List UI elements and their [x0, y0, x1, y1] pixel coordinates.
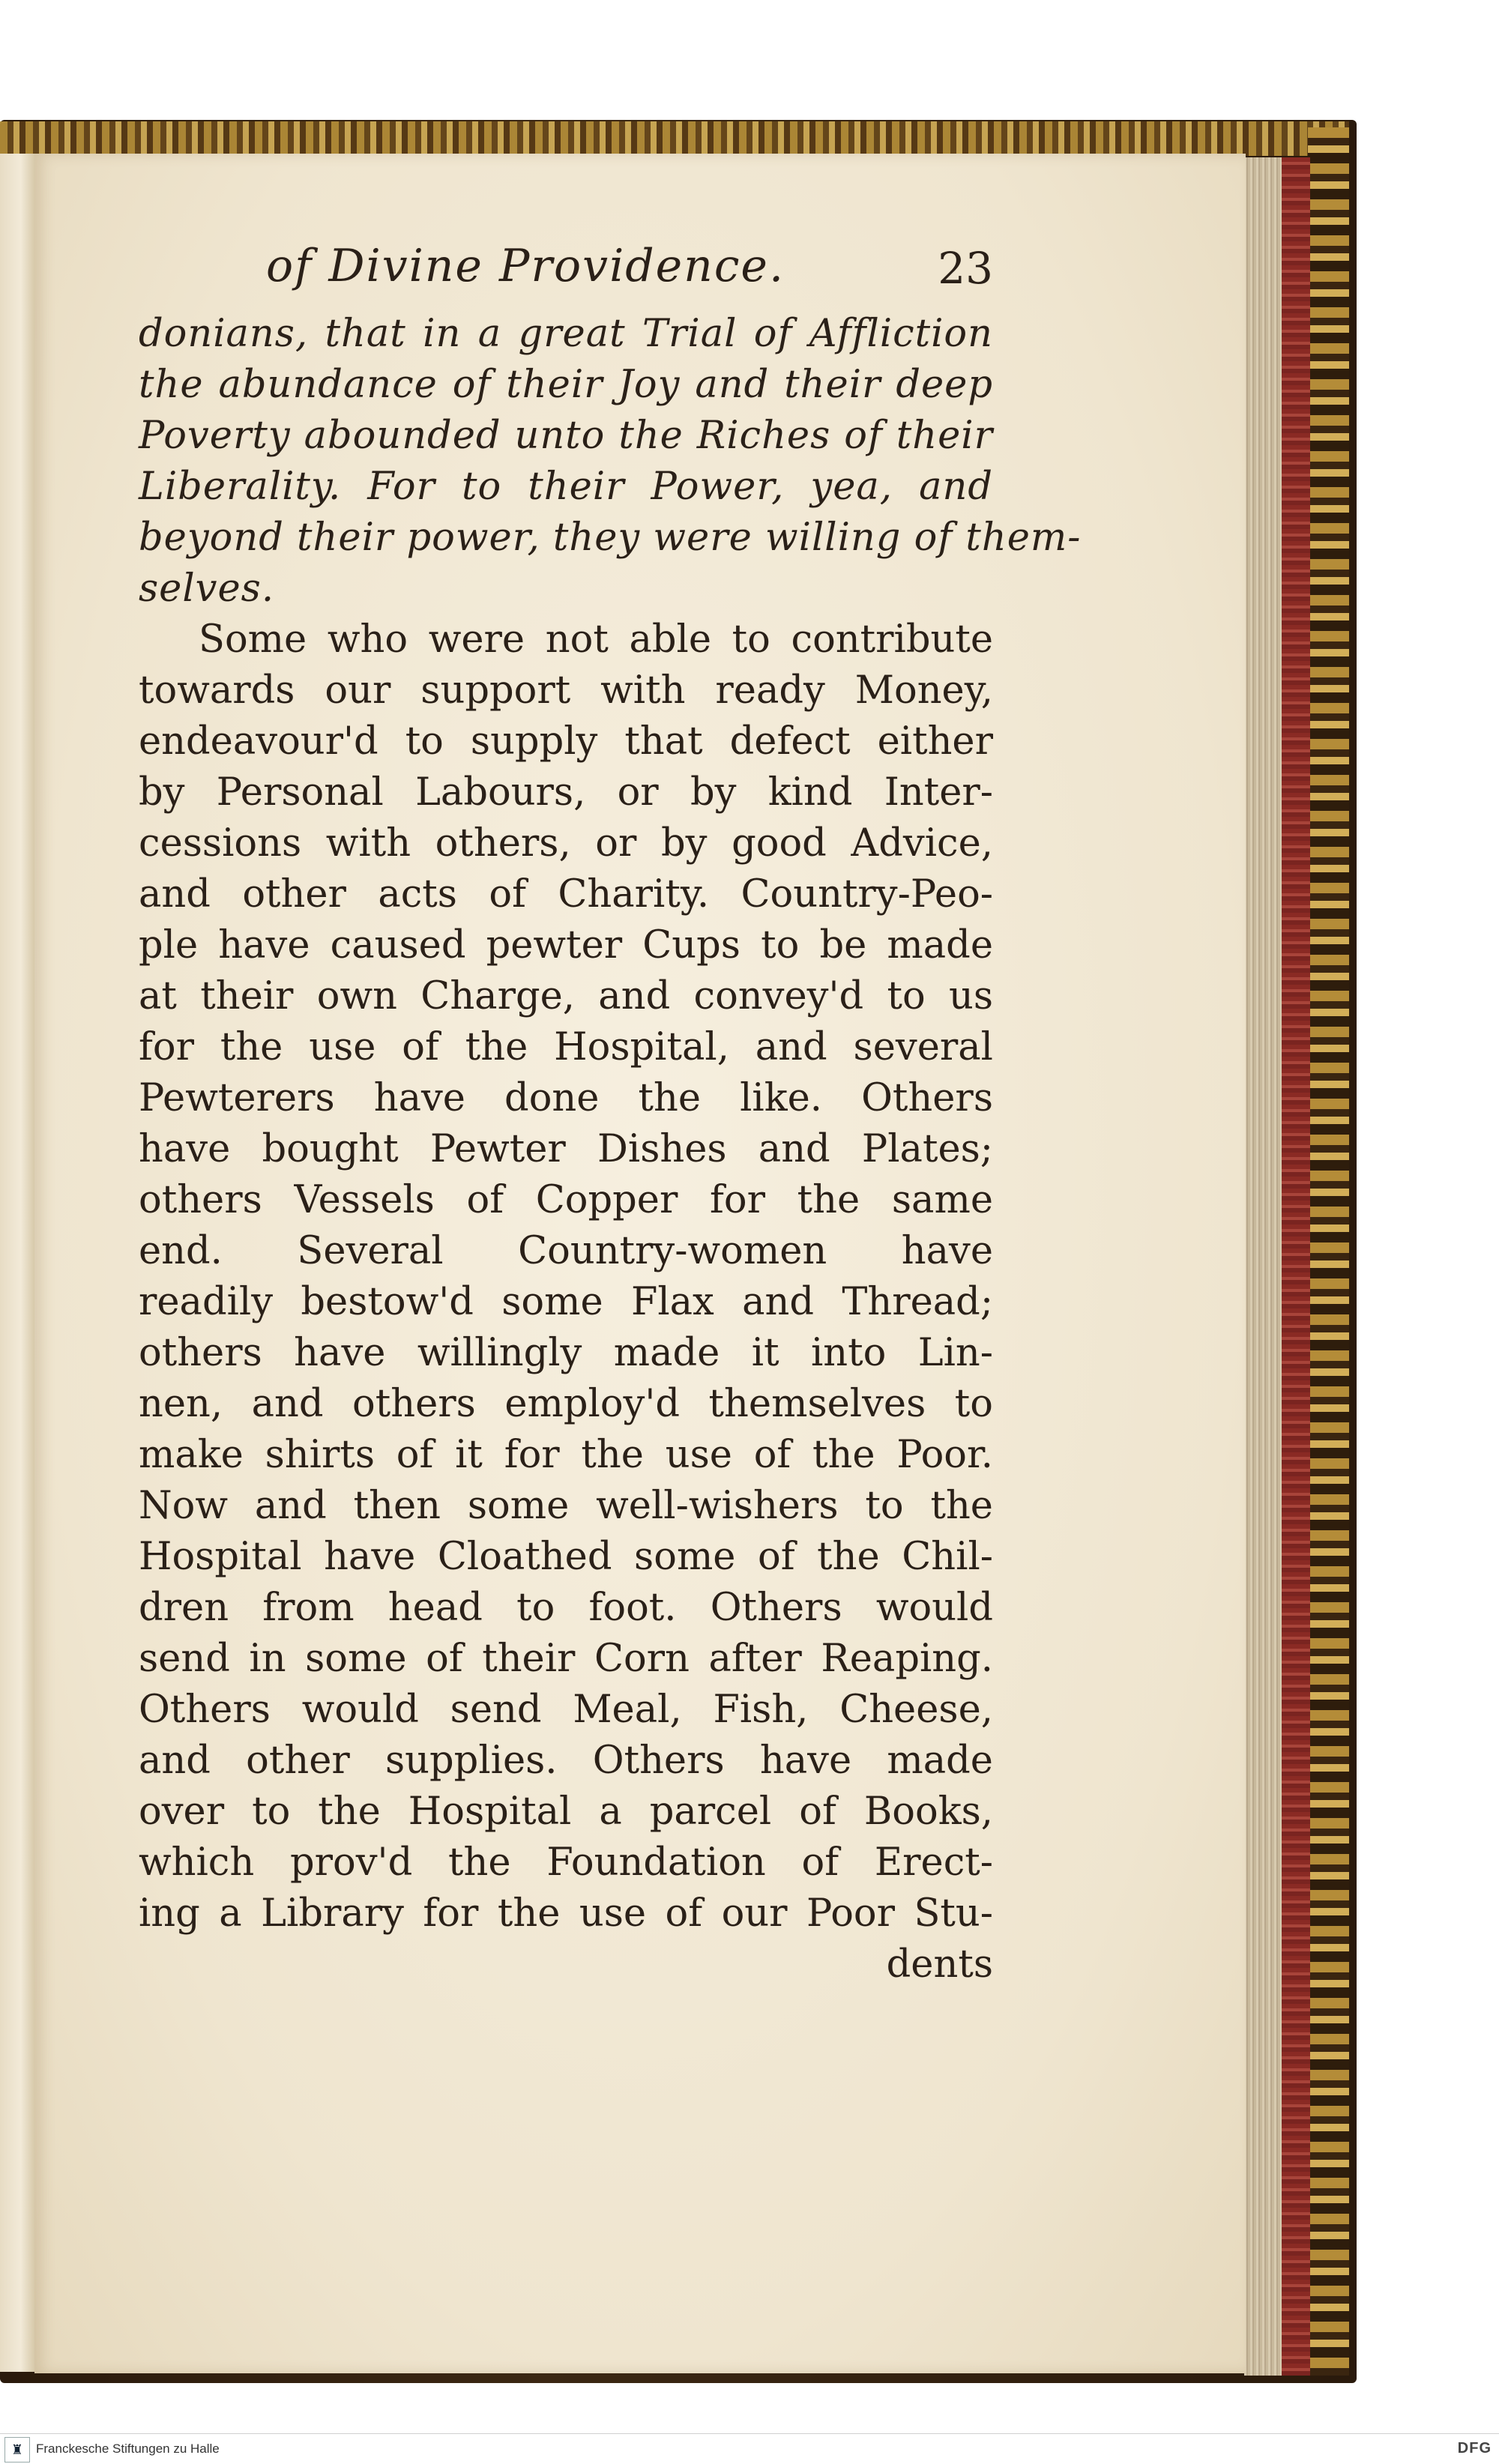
text-line: nen, and others employ'd themselves to — [139, 1382, 993, 1426]
text-line: send in some of their Corn after Reaping. — [139, 1637, 993, 1681]
text-line: towards our support with ready Money, — [139, 668, 993, 713]
text-line: Hospital have Cloathed some of the Chil- — [139, 1535, 993, 1579]
institution-logo-icon: ♜ — [4, 2437, 30, 2463]
text-line: others Vessels of Copper for the same — [139, 1178, 993, 1222]
text-line: readily bestow'd some Flax and Thread; — [139, 1280, 993, 1324]
text-line: cessions with others, or by good Advice, — [139, 821, 993, 866]
text-line: ing a Library for the use of our Poor Stu- — [139, 1891, 993, 1936]
text-line: selves. — [139, 567, 275, 611]
text-line: for the use of the Hospital, and several — [139, 1025, 993, 1069]
page-text-block — [139, 240, 1082, 1990]
text-line: Now and then some well-wishers to the — [139, 1484, 993, 1528]
body-text — [139, 309, 1082, 1939]
text-line: Poverty abounded unto the Riches of their — [139, 414, 993, 458]
text-line: which prov'd the Foundation of Erect- — [139, 1841, 993, 1885]
text-line: endeavour'd to supply that defect either — [139, 719, 993, 764]
text-line: dren from head to foot. Others would — [139, 1586, 993, 1630]
text-line: Liberality. For to their Power, yea, and — [139, 465, 993, 509]
text-line: end. Several Country-women have — [139, 1229, 993, 1273]
text-line: Others would send Meal, Fish, Cheese, — [139, 1688, 993, 1732]
institution-name: Franckesche Stiftungen zu Halle — [36, 2442, 220, 2456]
text-line: by Personal Labours, or by kind Inter- — [139, 770, 993, 815]
viewer-footer — [0, 2433, 1499, 2464]
text-line: Some who were not able to contribute — [199, 617, 993, 662]
text-line: at their own Charge, and convey'd to us — [139, 974, 993, 1018]
text-line: and other acts of Charity. Country-Peo- — [139, 872, 993, 917]
text-line: others have willingly made it into Lin- — [139, 1331, 993, 1375]
text-line: beyond their power, they were willing of them- — [139, 516, 1082, 560]
text-line: and other supplies. Others have made — [139, 1739, 993, 1783]
running-head: of Divine Providence. — [266, 240, 785, 292]
text-line: Pewterers have done the like. Others — [139, 1076, 993, 1120]
gilt-tooled-edge-top — [0, 121, 1349, 156]
page-number: 23 — [938, 243, 993, 294]
facing-page-sliver — [0, 154, 34, 2372]
text-line: ple have caused pewter Cups to be made — [139, 923, 993, 967]
page-header — [139, 240, 993, 309]
text-line: donians, that in a great Trial of Affliction — [139, 312, 993, 356]
catchword: dents — [886, 1942, 993, 1987]
text-line: over to the Hospital a parcel of Books, — [139, 1790, 993, 1834]
red-sprinkled-edge — [1282, 157, 1310, 2376]
text-line: have bought Pewter Dishes and Plates; — [139, 1127, 993, 1171]
funder-logo: DFG — [1457, 2440, 1492, 2457]
text-line: make shirts of it for the use of the Poor. — [139, 1433, 993, 1477]
gilt-tooled-edge-right — [1308, 127, 1349, 2376]
text-line: the abundance of their Joy and their deep — [139, 363, 993, 407]
